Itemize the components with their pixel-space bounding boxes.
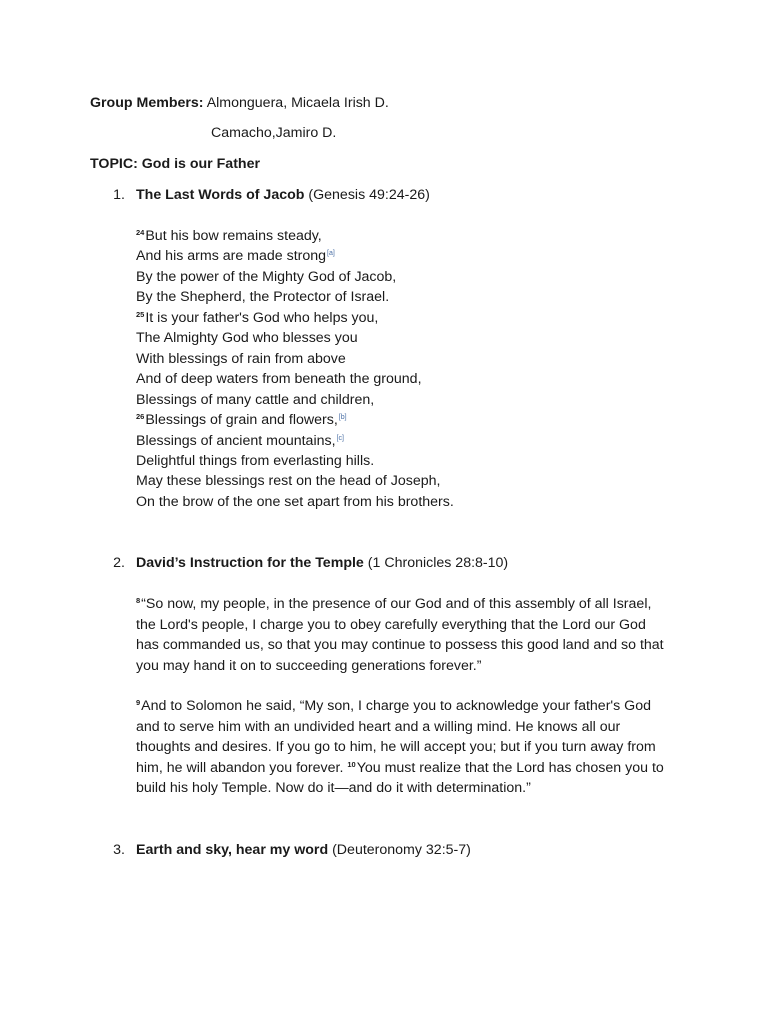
paragraph-text: him, he will abandon you forever.	[136, 760, 348, 776]
verse-number: 25	[136, 310, 145, 319]
group-members-label: Group Members:	[90, 95, 204, 111]
verse-text: But his bow remains steady,	[145, 228, 322, 244]
paragraph-text: You must realize that the Lord has chosen you to	[356, 760, 664, 776]
section-2-title: David’s Instruction for the Temple	[136, 555, 364, 571]
verse-line	[136, 410, 347, 430]
paragraph-line: build his holy Temple. Now do it—and do it with determination.”	[136, 780, 531, 796]
verse-number: 10	[347, 760, 356, 769]
paragraph-line: the Lord's people, I charge you to obey carefully everything that the Lord our God	[136, 617, 646, 633]
paragraph-line: thoughts and desires. If you go to him, he will accept you; but if you turn away from	[136, 739, 656, 755]
paragraph-line	[136, 696, 651, 716]
verse-line: With blessings of rain from above	[136, 351, 346, 367]
verse-line: Blessings of many cattle and children,	[136, 392, 375, 408]
verse-line	[136, 431, 344, 451]
verse-line	[136, 246, 335, 266]
verse-text: It is your father's God who helps you,	[145, 310, 379, 326]
verse-line: And of deep waters from beneath the ground,	[136, 371, 422, 387]
verse-line	[136, 308, 378, 328]
paragraph-text: “So now, my people, in the presence of our God and of this assembly of all Israel,	[141, 596, 652, 612]
topic-text: TOPIC: God is our Father	[90, 156, 261, 172]
section-1-number: 1.	[113, 187, 125, 203]
verse-number: 8	[136, 596, 141, 605]
group-members-line	[90, 93, 389, 113]
section-3-reference: (Deuteronomy 32:5-7)	[332, 842, 471, 858]
verse-line: By the Shepherd, the Protector of Israel.	[136, 289, 390, 305]
section-2-reference: (1 Chronicles 28:8-10)	[367, 555, 509, 571]
member-2: Camacho,Jamiro D.	[211, 125, 337, 141]
verse-line: Delightful things from everlasting hills.	[136, 453, 375, 469]
member-1: Almonguera, Micaela Irish D.	[206, 95, 389, 111]
verse-line: By the power of the Mighty God of Jacob,	[136, 269, 397, 285]
section-1-heading	[136, 185, 430, 205]
section-3-heading	[136, 840, 471, 860]
verse-line: The Almighty God who blesses you	[136, 330, 358, 346]
paragraph-line	[136, 758, 664, 778]
footnote-link[interactable]: [c]	[336, 435, 344, 442]
verse-text: And his arms are made strong	[136, 248, 327, 264]
verse-number: 26	[136, 412, 145, 421]
section-1-title: The Last Words of Jacob	[136, 187, 305, 203]
verse-line: On the brow of the one set apart from his brothers.	[136, 494, 454, 510]
verse-text: Blessings of grain and flowers,	[145, 412, 338, 428]
section-2-number: 2.	[113, 555, 125, 571]
paragraph-text: And to Solomon he said, “My son, I charge you to acknowledge your father's God	[141, 698, 651, 714]
paragraph-line: and to serve him with an undivided heart and a willing mind. He knows all our	[136, 719, 621, 735]
section-1-reference: (Genesis 49:24-26)	[308, 187, 430, 203]
section-2-heading	[136, 553, 508, 573]
verse-line	[136, 226, 322, 246]
section-3-title: Earth and sky, hear my word	[136, 842, 329, 858]
paragraph-line	[136, 594, 651, 614]
verse-number: 9	[136, 698, 141, 707]
paragraph-line: has commanded us, so that you may continue to possess this good land and so that	[136, 637, 664, 653]
footnote-link[interactable]: [a]	[327, 250, 335, 257]
paragraph-line: you may hand it on to succeeding generations forever.”	[136, 658, 482, 674]
verse-text: Blessings of ancient mountains,	[136, 433, 336, 449]
section-3-number: 3.	[113, 842, 125, 858]
verse-line: May these blessings rest on the head of Joseph,	[136, 473, 441, 489]
verse-number: 24	[136, 228, 145, 237]
topic-heading	[90, 154, 260, 174]
footnote-link[interactable]: [b]	[338, 414, 347, 421]
